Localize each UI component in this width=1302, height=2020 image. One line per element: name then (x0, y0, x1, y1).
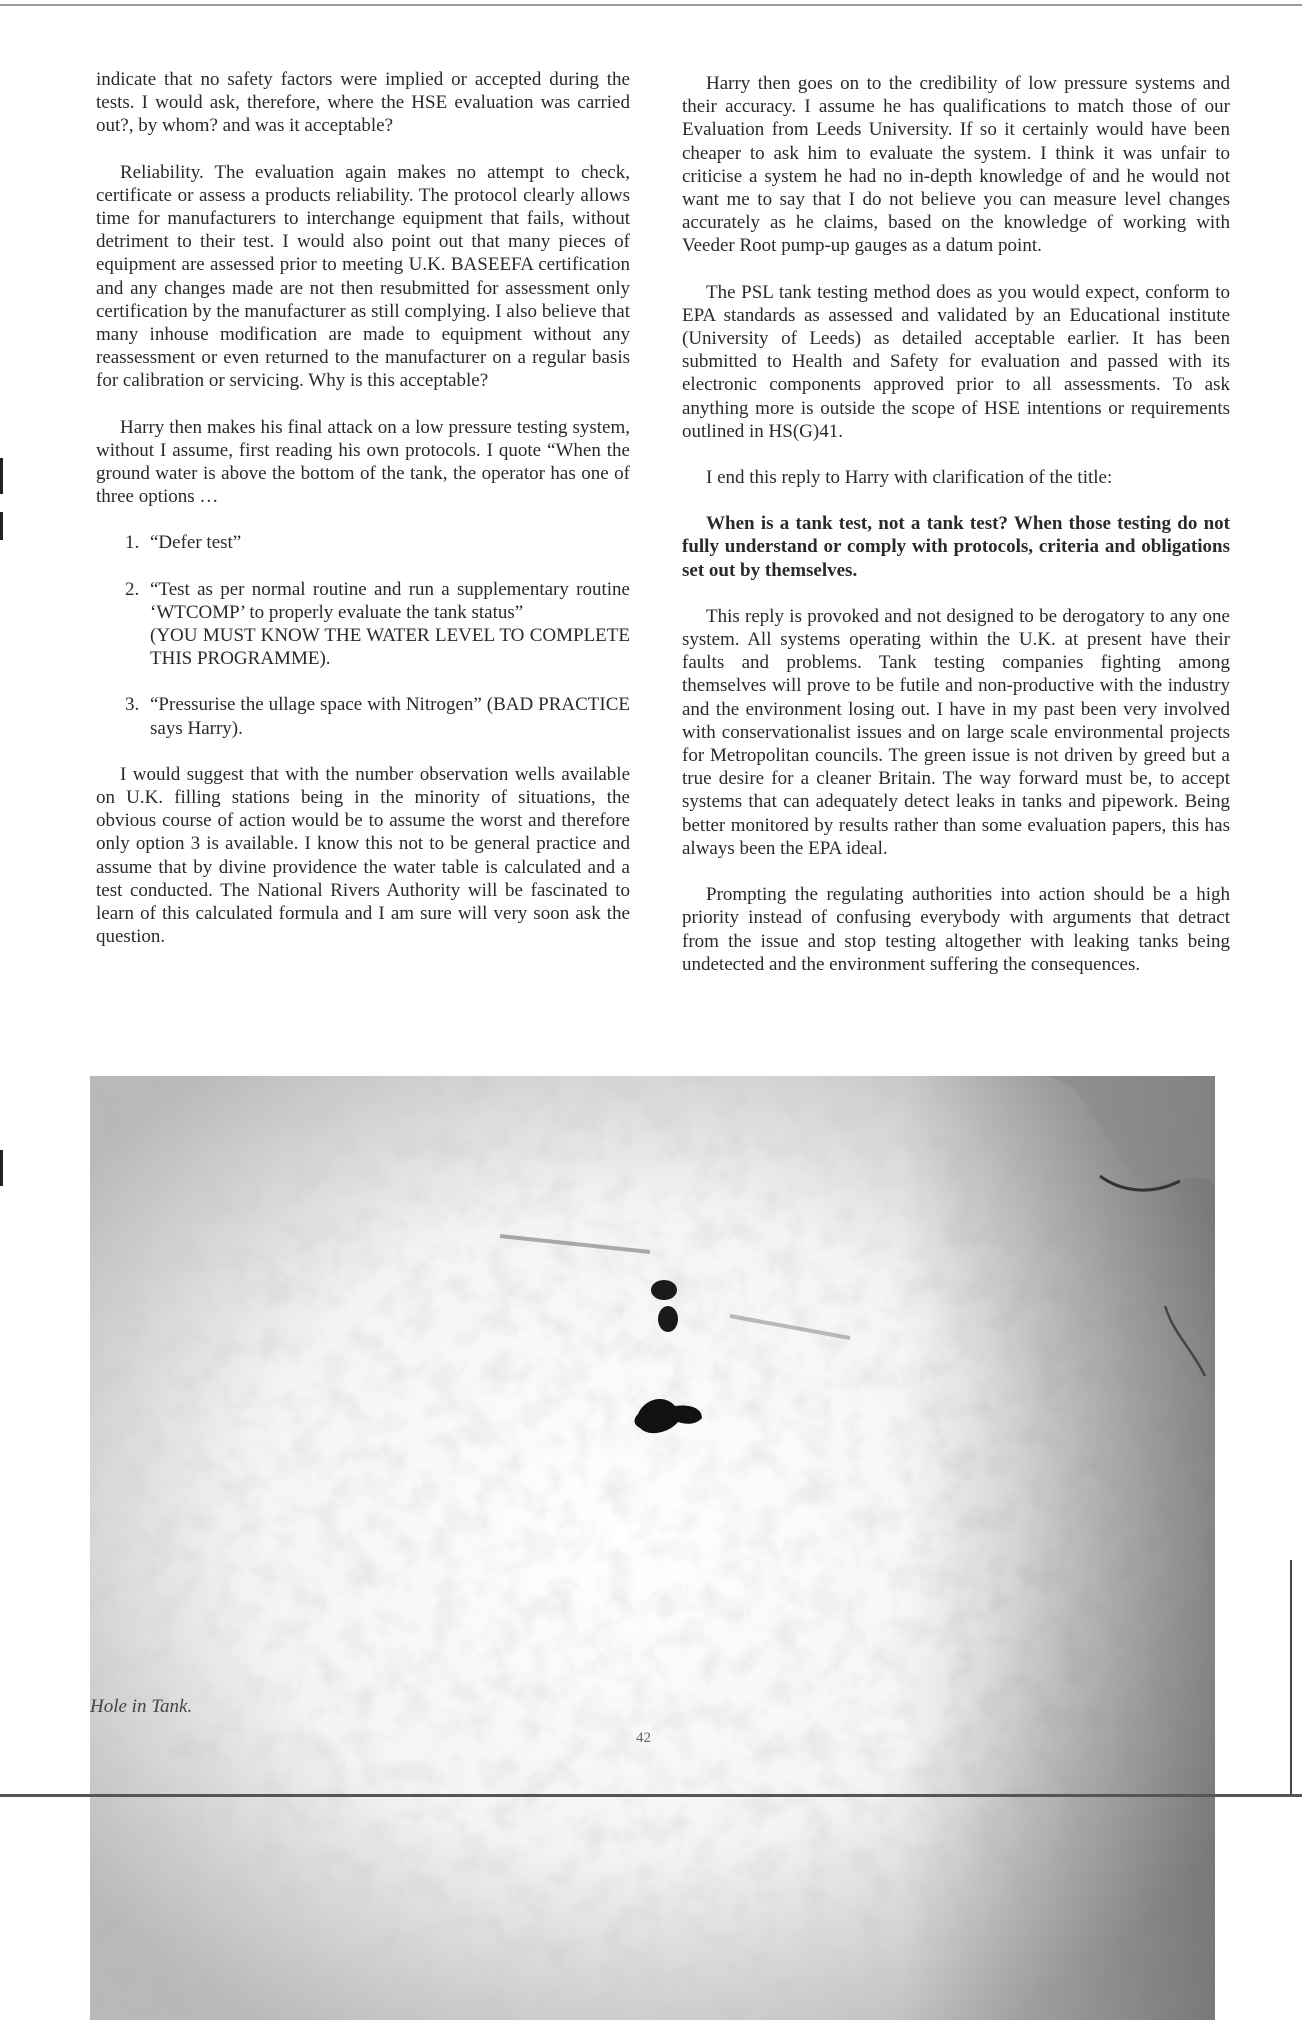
bottom-border-rule (0, 1794, 1302, 1797)
list-item (144, 578, 630, 671)
paragraph: Prompting the regulating authorities into action should be a high priority instead of confusing everybody with arguments that detract from the issue and stop testing altogether with leaking tanks being undetected and the environment suffering the consequences. (682, 884, 1230, 975)
list-item-text: “Pressurise the ullage space with Nitrogen” (BAD PRACTICE says Harry). (150, 694, 630, 739)
right-border-rule (1290, 1560, 1292, 1796)
figure-caption: Hole in Tank. (90, 1696, 193, 1717)
paragraph: Reliability. The evaluation again makes no attempt to check, certificate or assess a products reliability. The protocol clearly allows time for manufacturers to interchange equipment that fails, without detriment to their test. I would also point out that many pieces of equipment are assessed prior to meeting U.K. BASEEFA certification and any changes made are not then resubmitted for assessment only certification by the manufacturer as still complying. I also believe that many inhouse modification are made to equipment without any reassessment or even returned to the manufacturer on a regular basis for calibration or servicing. Why is this acceptable? (96, 161, 630, 392)
list-item (144, 693, 630, 739)
margin-mark (0, 458, 3, 494)
list-item-text: “Test as per normal routine and run a supplementary routine ‘WTCOMP’ to properly evaluate the tank status” (150, 578, 630, 623)
paragraph: Harry then makes his final attack on a low pressure testing system, without I assume, first reading his own protocols. I quote “When the ground water is above the bottom of the tank, the operator has one of three options … (96, 416, 630, 508)
list-item-note: (YOU MUST KNOW THE WATER LEVEL TO COMPLETE THIS PROGRAMME). (150, 625, 630, 670)
list-item (144, 531, 630, 554)
top-border-rule (0, 4, 1302, 6)
margin-mark (0, 1150, 3, 1186)
paragraph: This reply is provoked and not designed to be derogatory to any one system. All systems operating within the U.K. at present have their faults and problems. Tank testing companies fighting among themselves will prove to be futile and non-productive with the industry and the environment losing out. I have in my past been very involved with conservationalist issues and on large scale environmental projects for Metropolitan councils. The green issue is not driven by greed but a true desire for a cleaner Britain. The way forward must be, to accept systems that can adequately detect leaks in tanks and pipework. Being better monitored by results rather than some evaluation papers, this has always been the EPA ideal. (682, 605, 1230, 859)
left-column (96, 68, 630, 972)
paragraph: The PSL tank testing method does as you would expect, conform to EPA standards as assessed and validated by an Educational institute (University of Leeds) as detailed acceptable earlier. It has been submitted to Health and Safety for evaluation and passed with its electronic components approved prior to all assessments. To ask anything more is outside the scope of HSE intentions or requirements outlined in HS(G)41. (682, 281, 1230, 442)
hole-in-tank-photo (90, 1076, 1215, 2020)
list-item-text: “Defer test” (150, 532, 242, 554)
paragraph: I would suggest that with the number observation wells available on U.K. filling stations being in the minority of situations, the obvious course of action would be to assume the worst and therefore only option 3 is available. I know this not to be general practice and assume that by divine providence the water table is calculated and a test conducted. The National Rivers Authority will be fascinated to learn of this calculated formula and I am sure will very soon ask the question. (96, 763, 630, 948)
margin-mark (0, 512, 3, 540)
page-number: 42 (636, 1730, 651, 1746)
paragraph: Harry then goes on to the credibility of low pressure systems and their accuracy. I assume he has qualifications to match those of our Evaluation from Leeds University. If so it certainly would have been cheaper to ask him to evaluate the system. I think it was unfair to criticise a system he had no in-depth knowledge of and he would not want me to say that I do not believe you can measure level changes accurately as he claims, based on the knowledge of working with Veeder Root pump-up gauges as a datum point. (682, 73, 1230, 257)
paragraph: I end this reply to Harry with clarification of the title: (706, 467, 1113, 489)
bold-statement: When is a tank test, not a tank test? When those testing do not fully understand or comply with protocols, criteria and obligations set out by themselves. (682, 513, 1230, 581)
photo-graphic (90, 1076, 1215, 2020)
options-list (96, 531, 630, 739)
paragraph: indicate that no safety factors were implied or accepted during the tests. I would ask, therefore, where the HSE evaluation was carried out?, by whom? and was it acceptable? (96, 69, 630, 137)
right-column (682, 72, 1230, 999)
